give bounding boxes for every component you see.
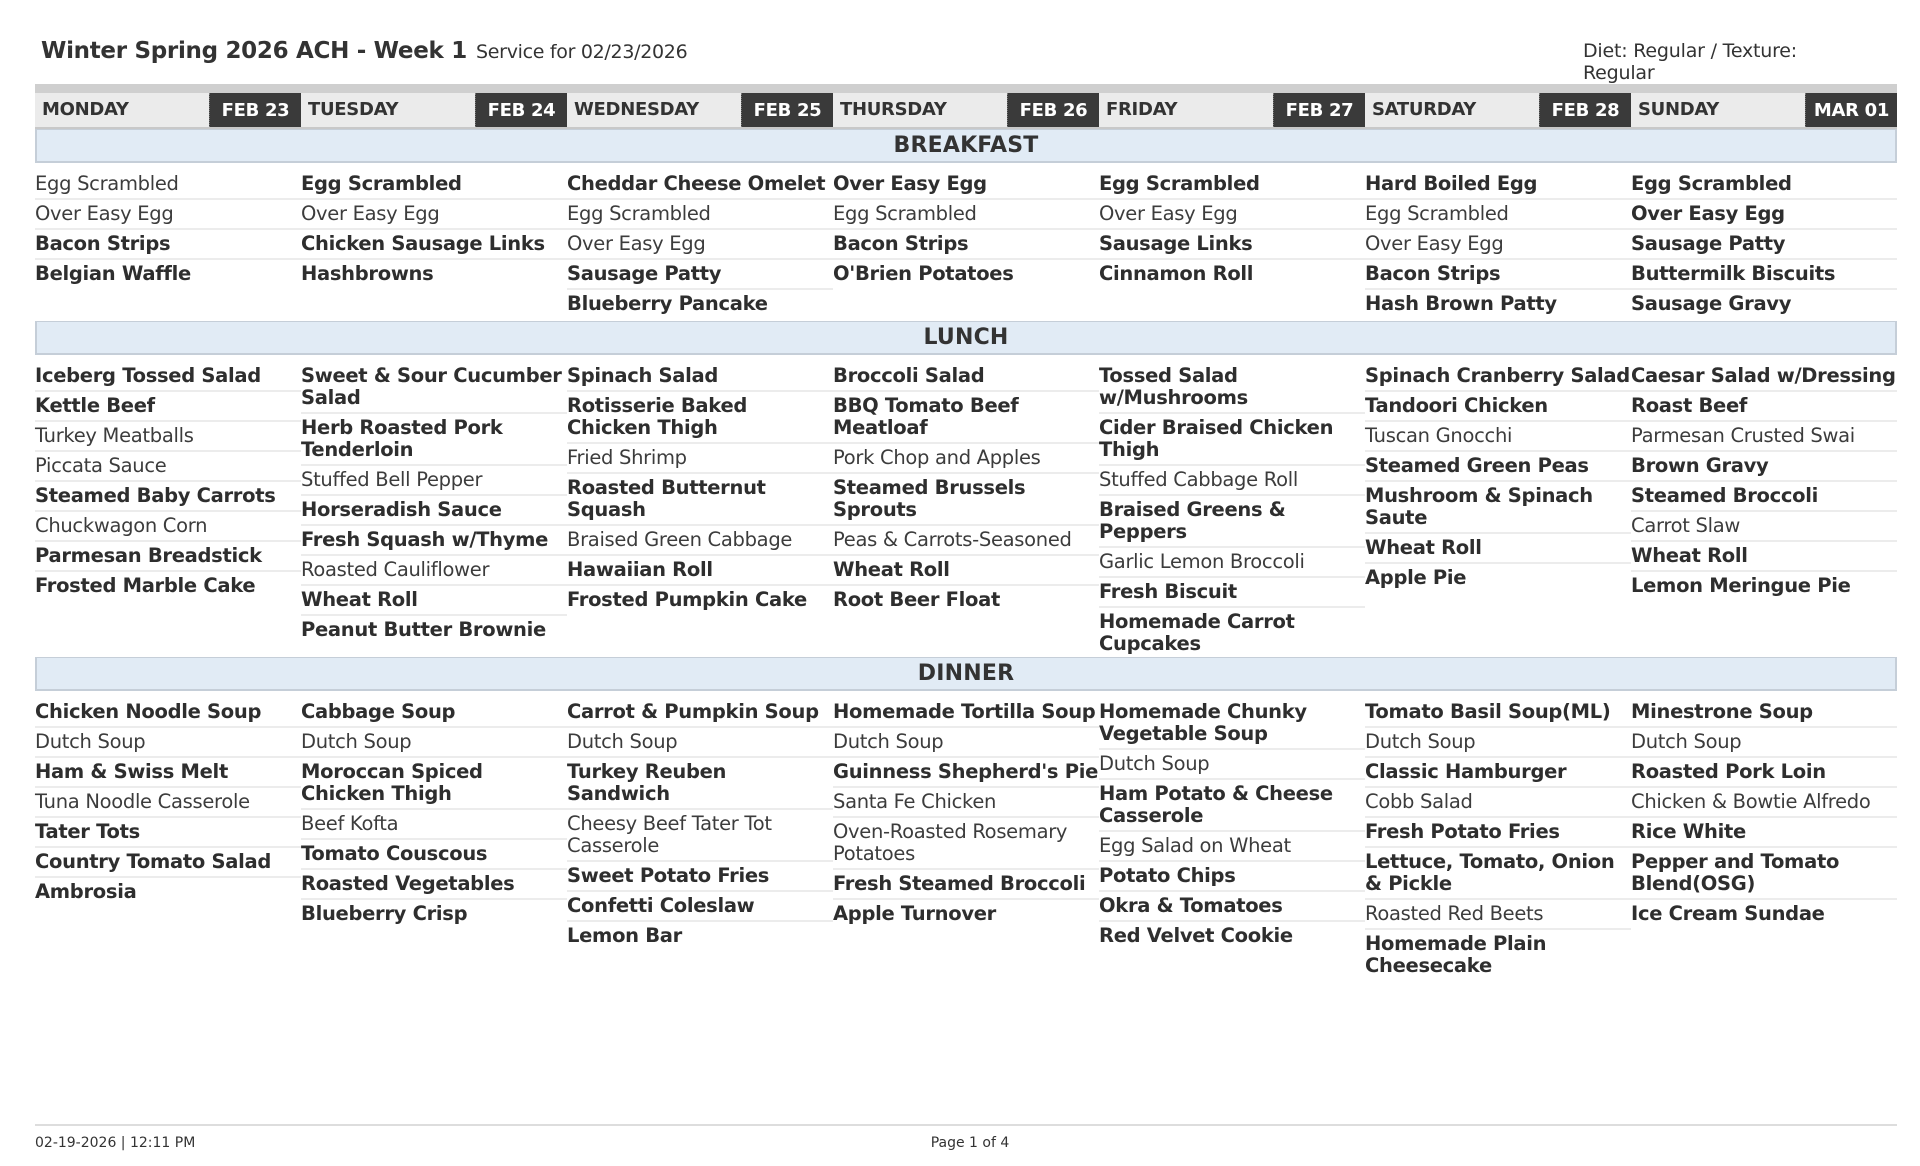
dinner-column-sunday [1631, 698, 1897, 928]
menu-item: Frosted Marble Cake [35, 574, 256, 597]
menu-item: Sausage Links [1099, 230, 1365, 260]
menu-item: Tater Tots [35, 818, 301, 848]
day-date-badge: FEB 25 [741, 93, 833, 127]
menu-item: Iceberg Tossed Salad [35, 362, 301, 392]
menu-item: Turkey Reuben Sandwich [567, 758, 833, 810]
menu-item: Stuffed Bell Pepper [301, 466, 567, 496]
menu-item: Hash Brown Patty [1365, 292, 1557, 315]
menu-item: Chicken Sausage Links [301, 230, 567, 260]
menu-item: Sausage Gravy [1631, 292, 1792, 315]
footer-timestamp: 02-19-2026 | 12:11 PM [35, 1135, 196, 1151]
menu-item: Kettle Beef [35, 392, 301, 422]
menu-item: Garlic Lemon Broccoli [1099, 548, 1365, 578]
menu-item: Roasted Cauliflower [301, 556, 567, 586]
day-header-monday [35, 93, 301, 129]
menu-item: Sausage Patty [1631, 230, 1897, 260]
menu-item: Egg Scrambled [1631, 170, 1897, 200]
menu-item: Parmesan Crusted Swai [1631, 422, 1897, 452]
page-header [41, 38, 1601, 74]
day-name: SATURDAY [1372, 99, 1477, 120]
menu-item: Chicken Noodle Soup [35, 698, 301, 728]
texture-line: Regular [1583, 62, 1655, 84]
day-date-badge: MAR 01 [1805, 93, 1897, 127]
menu-item: Sausage Patty [567, 260, 833, 290]
menu-item: Egg Scrambled [567, 200, 833, 230]
menu-item: Ham Potato & Cheese Casserole [1099, 780, 1365, 832]
menu-item: Steamed Baby Carrots [35, 482, 301, 512]
menu-item: Peanut Butter Brownie [301, 618, 546, 641]
menu-item: Chicken & Bowtie Alfredo [1631, 788, 1897, 818]
menu-item: Country Tomato Salad [35, 848, 301, 878]
menu-item: Egg Scrambled [35, 170, 301, 200]
menu-item: Over Easy Egg [301, 200, 567, 230]
meal-band-dinner: DINNER [35, 657, 1897, 691]
menu-item: Parmesan Breadstick [35, 542, 301, 572]
menu-item: Brown Gravy [1631, 452, 1897, 482]
breakfast-column-sunday [1631, 170, 1897, 318]
breakfast-grid [35, 170, 1897, 318]
breakfast-column-friday [1099, 170, 1365, 288]
day-name: WEDNESDAY [574, 99, 699, 120]
menu-item: Steamed Green Peas [1365, 452, 1631, 482]
menu-item: Dutch Soup [833, 728, 1099, 758]
menu-item: Tossed Salad w/Mushrooms [1099, 362, 1365, 414]
dinner-grid [35, 698, 1897, 980]
menu-item: Stuffed Cabbage Roll [1099, 466, 1365, 496]
menu-item: Wheat Roll [1631, 542, 1897, 572]
menu-item: Carrot & Pumpkin Soup [567, 698, 833, 728]
menu-item: Dutch Soup [567, 728, 833, 758]
menu-item: Beef Kofta [301, 810, 567, 840]
menu-item: Apple Pie [1365, 566, 1467, 589]
menu-item: Fresh Potato Fries [1365, 818, 1631, 848]
diet-line: Diet: Regular / Texture: [1583, 40, 1797, 62]
menu-item: Dutch Soup [1365, 728, 1631, 758]
menu-item: Rotisserie Baked Chicken Thigh [567, 392, 833, 444]
menu-item: Belgian Waffle [35, 262, 191, 285]
meal-band-lunch: LUNCH [35, 321, 1897, 355]
dinner-column-saturday [1365, 698, 1631, 980]
menu-item: Ambrosia [35, 880, 137, 903]
day-name: TUESDAY [308, 99, 399, 120]
menu-item: Egg Scrambled [1099, 170, 1365, 200]
menu-item: Chuckwagon Corn [35, 512, 301, 542]
dinner-column-friday [1099, 698, 1365, 950]
menu-item: Blueberry Crisp [301, 902, 468, 925]
menu-item: Roasted Butternut Squash [567, 474, 833, 526]
day-date-badge: FEB 27 [1273, 93, 1365, 127]
menu-item: Dutch Soup [1099, 750, 1365, 780]
menu-item: Guinness Shepherd's Pie [833, 758, 1099, 788]
lunch-column-sunday [1631, 362, 1897, 600]
menu-item: Confetti Coleslaw [567, 892, 833, 922]
breakfast-column-thursday [833, 170, 1099, 288]
dinner-column-wednesday [567, 698, 833, 950]
menu-item: Cinnamon Roll [1099, 262, 1254, 285]
menu-item: Bacon Strips [1365, 260, 1631, 290]
menu-item: Minestrone Soup [1631, 698, 1897, 728]
menu-item: Tuna Noodle Casserole [35, 788, 301, 818]
day-header-saturday [1365, 93, 1631, 129]
menu-item: Sweet & Sour Cucumber Salad [301, 362, 567, 414]
menu-item: BBQ Tomato Beef Meatloaf [833, 392, 1099, 444]
menu-item: Moroccan Spiced Chicken Thigh [301, 758, 567, 810]
menu-item: Cheesy Beef Tater Tot Casserole [567, 810, 833, 862]
day-name: MONDAY [42, 99, 129, 120]
menu-item: Over Easy Egg [1631, 200, 1897, 230]
menu-item: Fresh Biscuit [1099, 578, 1365, 608]
menu-item: Lemon Meringue Pie [1631, 574, 1851, 597]
menu-item: Dutch Soup [1631, 728, 1897, 758]
menu-item: Mushroom & Spinach Saute [1365, 482, 1631, 534]
menu-item: Hawaiian Roll [567, 556, 833, 586]
menu-item: Over Easy Egg [1365, 230, 1631, 260]
menu-item: Santa Fe Chicken [833, 788, 1099, 818]
day-date-badge: FEB 28 [1539, 93, 1631, 127]
menu-item: Steamed Brussels Sprouts [833, 474, 1099, 526]
menu-item: Ham & Swiss Melt [35, 758, 301, 788]
menu-item: Tomato Couscous [301, 840, 567, 870]
menu-item: Roasted Vegetables [301, 870, 567, 900]
menu-item: Steamed Broccoli [1631, 482, 1897, 512]
menu-item: Homemade Plain Cheesecake [1365, 932, 1547, 977]
menu-item: Tuscan Gnocchi [1365, 422, 1631, 452]
menu-item: Buttermilk Biscuits [1631, 260, 1897, 290]
menu-item: Braised Green Cabbage [567, 526, 833, 556]
menu-item: Homemade Carrot Cupcakes [1099, 610, 1295, 655]
menu-item: Oven-Roasted Rosemary Potatoes [833, 818, 1099, 870]
menu-item: Herb Roasted Pork Tenderloin [301, 414, 567, 466]
day-header-friday [1099, 93, 1365, 129]
menu-item: Root Beer Float [833, 588, 1001, 611]
menu-item: Roasted Pork Loin [1631, 758, 1897, 788]
menu-item: Turkey Meatballs [35, 422, 301, 452]
menu-item: Broccoli Salad [833, 362, 1099, 392]
day-date-badge: FEB 23 [209, 93, 301, 127]
menu-item: Egg Scrambled [301, 170, 567, 200]
menu-item: Egg Salad on Wheat [1099, 832, 1365, 862]
dinner-column-thursday [833, 698, 1099, 928]
menu-item: Over Easy Egg [567, 230, 833, 260]
menu-item: Hashbrowns [301, 262, 434, 285]
lunch-column-saturday [1365, 362, 1631, 592]
lunch-column-thursday [833, 362, 1099, 614]
menu-item: Caesar Salad w/Dressing [1631, 362, 1897, 392]
breakfast-column-saturday [1365, 170, 1631, 318]
menu-item: Over Easy Egg [833, 170, 1099, 200]
day-name: FRIDAY [1106, 99, 1178, 120]
menu-item: Bacon Strips [833, 230, 1099, 260]
day-name: THURSDAY [840, 99, 947, 120]
lunch-column-friday [1099, 362, 1365, 658]
menu-item: Cider Braised Chicken Thigh [1099, 414, 1365, 466]
menu-item: Pork Chop and Apples [833, 444, 1099, 474]
menu-item: Spinach Cranberry Salad [1365, 362, 1631, 392]
day-date-badge: FEB 24 [475, 93, 567, 127]
menu-item: Ice Cream Sundae [1631, 902, 1825, 925]
menu-item: Tandoori Chicken [1365, 392, 1631, 422]
menu-item: Cobb Salad [1365, 788, 1631, 818]
menu-item: Cabbage Soup [301, 698, 567, 728]
diet-texture-info [1583, 40, 1883, 84]
menu-item: Fresh Squash w/Thyme [301, 526, 567, 556]
menu-item: Rice White [1631, 818, 1897, 848]
menu-item: Dutch Soup [35, 728, 301, 758]
breakfast-column-monday [35, 170, 301, 288]
page-title: Winter Spring 2026 ACH - Week 1 [41, 38, 467, 64]
menu-item: Dutch Soup [301, 728, 567, 758]
menu-item: Classic Hamburger [1365, 758, 1631, 788]
menu-item: Tomato Basil Soup(ML) [1365, 698, 1631, 728]
menu-item: Red Velvet Cookie [1099, 924, 1293, 947]
menu-item: Piccata Sauce [35, 452, 301, 482]
meal-band-breakfast: BREAKFAST [35, 129, 1897, 163]
menu-item: Peas & Carrots-Seasoned [833, 526, 1099, 556]
menu-item: Bacon Strips [35, 230, 301, 260]
breakfast-column-tuesday [301, 170, 567, 288]
menu-item: Spinach Salad [567, 362, 833, 392]
menu-item: Braised Greens & Peppers [1099, 496, 1365, 548]
menu-item: Pepper and Tomato Blend(OSG) [1631, 848, 1897, 900]
menu-item: Lemon Bar [567, 924, 682, 947]
dinner-column-tuesday [301, 698, 567, 928]
menu-item: Fried Shrimp [567, 444, 833, 474]
day-name: SUNDAY [1638, 99, 1720, 120]
day-date-badge: FEB 26 [1007, 93, 1099, 127]
menu-item: Blueberry Pancake [567, 292, 768, 315]
footer-page-number: Page 1 of 4 [930, 1135, 1010, 1151]
menu-item: Wheat Roll [301, 586, 567, 616]
breakfast-column-wednesday [567, 170, 833, 318]
day-header-wednesday [567, 93, 833, 129]
dinner-column-monday [35, 698, 301, 906]
lunch-column-tuesday [301, 362, 567, 644]
menu-item: Potato Chips [1099, 862, 1365, 892]
menu-item: Carrot Slaw [1631, 512, 1897, 542]
menu-item: Hard Boiled Egg [1365, 170, 1631, 200]
menu-item: Over Easy Egg [1099, 200, 1365, 230]
day-header-tuesday [301, 93, 567, 129]
menu-item: Apple Turnover [833, 902, 996, 925]
lunch-column-wednesday [567, 362, 833, 614]
menu-item: Wheat Roll [1365, 534, 1631, 564]
menu-item: O'Brien Potatoes [833, 262, 1014, 285]
footer-divider [35, 1124, 1897, 1126]
menu-item: Okra & Tomatoes [1099, 892, 1365, 922]
menu-item: Egg Scrambled [1365, 200, 1631, 230]
menu-item: Homemade Tortilla Soup [833, 698, 1099, 728]
day-header-thursday [833, 93, 1099, 129]
lunch-column-monday [35, 362, 301, 600]
menu-item: Cheddar Cheese Omelet [567, 170, 833, 200]
menu-item: Over Easy Egg [35, 200, 301, 230]
day-header-sunday [1631, 93, 1897, 129]
menu-item: Homemade Chunky Vegetable Soup [1099, 698, 1365, 750]
menu-item: Roast Beef [1631, 392, 1897, 422]
menu-item: Roasted Red Beets [1365, 900, 1631, 930]
menu-item: Wheat Roll [833, 556, 1099, 586]
menu-item: Fresh Steamed Broccoli [833, 870, 1099, 900]
menu-item: Frosted Pumpkin Cake [567, 588, 807, 611]
menu-item: Horseradish Sauce [301, 496, 567, 526]
lunch-grid [35, 362, 1897, 658]
week-day-header [35, 84, 1897, 130]
menu-item: Sweet Potato Fries [567, 862, 833, 892]
service-date: Service for 02/23/2026 [476, 41, 688, 63]
menu-item: Lettuce, Tomato, Onion & Pickle [1365, 848, 1631, 900]
menu-item: Egg Scrambled [833, 200, 1099, 230]
